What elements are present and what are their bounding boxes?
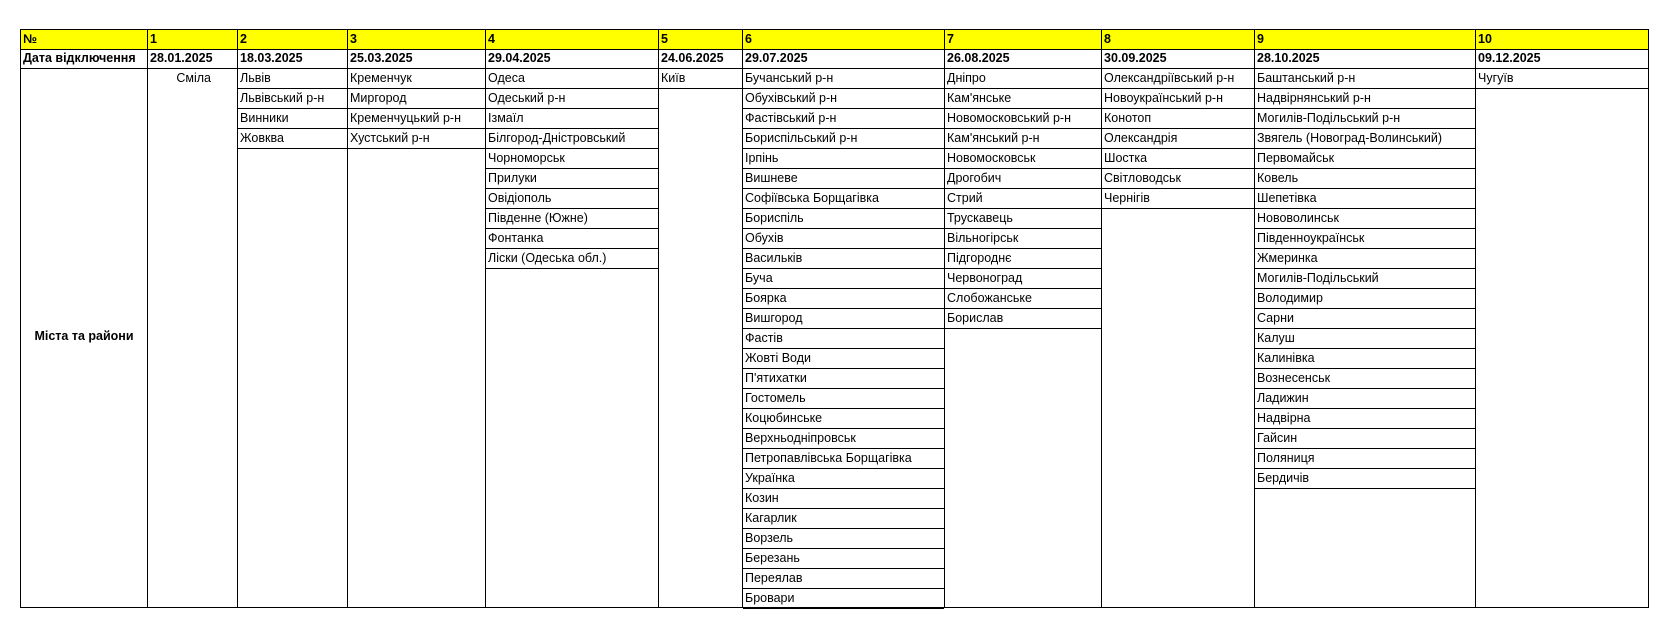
city-cell[interactable]: Червоноград <box>945 269 1101 289</box>
date-cell-3[interactable]: 25.03.2025 <box>347 49 485 68</box>
city-cell[interactable]: Бориспіль <box>743 209 944 229</box>
city-cell[interactable]: Березань <box>743 549 944 569</box>
city-cell[interactable]: Білгород-Дністровський <box>486 129 658 149</box>
city-cell[interactable]: Сміла <box>176 71 211 85</box>
city-cell[interactable]: Петропавлівська Борщагівка <box>743 449 944 469</box>
city-cell[interactable]: Шостка <box>1102 149 1254 169</box>
date-cell-10[interactable]: 09.12.2025 <box>1475 49 1649 68</box>
city-cell[interactable]: Ірпінь <box>743 149 944 169</box>
city-cell[interactable]: Чернігів <box>1102 189 1254 209</box>
city-cell[interactable]: Буча <box>743 269 944 289</box>
city-cell[interactable]: Ізмаїл <box>486 109 658 129</box>
header-cell-4[interactable]: 4 <box>485 30 658 49</box>
header-cell-2[interactable]: 2 <box>237 30 347 49</box>
city-cell[interactable]: Борислав <box>945 309 1101 329</box>
city-cell[interactable]: Володимир <box>1255 289 1475 309</box>
city-cell[interactable]: П'ятихатки <box>743 369 944 389</box>
date-row <box>20 49 1649 69</box>
column-5 <box>658 69 742 608</box>
date-cell-9[interactable]: 28.10.2025 <box>1254 49 1475 68</box>
city-cell[interactable]: Обухівський р-н <box>743 89 944 109</box>
column-7 <box>944 69 1101 608</box>
city-cell[interactable]: Чорноморськ <box>486 149 658 169</box>
city-cell[interactable]: Могилів-Подільський <box>1255 269 1475 289</box>
city-cell[interactable]: Ковель <box>1255 169 1475 189</box>
city-cell[interactable]: Українка <box>743 469 944 489</box>
city-cell[interactable]: Підгороднє <box>945 249 1101 269</box>
city-cell[interactable]: Переялав <box>743 569 944 589</box>
city-cell[interactable]: Надвірна <box>1255 409 1475 429</box>
header-cell-6[interactable]: 6 <box>742 30 944 49</box>
city-cell[interactable]: Бровари <box>743 589 944 609</box>
city-cell[interactable]: Баштанський р-н <box>1255 69 1475 89</box>
city-cell[interactable]: Дніпро <box>945 69 1101 89</box>
city-cell[interactable]: Фастів <box>743 329 944 349</box>
city-cell[interactable]: Південне (Южне) <box>486 209 658 229</box>
date-cell-label[interactable]: Дата відключення <box>20 49 147 68</box>
column-4 <box>485 69 658 608</box>
city-cell[interactable]: Кагарлик <box>743 509 944 529</box>
city-cell[interactable]: Ладижин <box>1255 389 1475 409</box>
city-cell[interactable]: Нововолинськ <box>1255 209 1475 229</box>
city-cell[interactable]: Конотоп <box>1102 109 1254 129</box>
city-cell[interactable]: Надвірнянський р-н <box>1255 89 1475 109</box>
city-cell[interactable]: Боярка <box>743 289 944 309</box>
city-cell[interactable]: Львівський р-н <box>238 89 347 109</box>
header-cell-5[interactable]: 5 <box>658 30 742 49</box>
date-cell-5[interactable]: 24.06.2025 <box>658 49 742 68</box>
city-cell[interactable]: Звягель (Новоград-Волинський) <box>1255 129 1475 149</box>
city-cell[interactable]: Жовті Води <box>743 349 944 369</box>
date-cell-6[interactable]: 29.07.2025 <box>742 49 944 68</box>
city-cell[interactable]: Овідіополь <box>486 189 658 209</box>
city-cell[interactable]: Миргород <box>348 89 485 109</box>
city-cell[interactable]: Львів <box>238 69 347 89</box>
city-cell[interactable]: Верхньодніпровськ <box>743 429 944 449</box>
city-cell[interactable]: Вишгород <box>743 309 944 329</box>
city-cell[interactable]: Сарни <box>1255 309 1475 329</box>
column-9 <box>1254 69 1475 608</box>
city-cell[interactable]: Коцюбинське <box>743 409 944 429</box>
header-cell-8[interactable]: 8 <box>1101 30 1254 49</box>
city-cell[interactable]: Олександріївський р-н <box>1102 69 1254 89</box>
city-cell[interactable]: Жовква <box>238 129 347 149</box>
city-cell[interactable]: Софіївська Борщагівка <box>743 189 944 209</box>
header-cell-1[interactable]: 1 <box>147 30 237 49</box>
city-cell[interactable]: Прилуки <box>486 169 658 189</box>
city-cell[interactable]: Одеса <box>486 69 658 89</box>
date-cell-2[interactable]: 18.03.2025 <box>237 49 347 68</box>
date-cell-8[interactable]: 30.09.2025 <box>1101 49 1254 68</box>
city-cell[interactable]: Калинівка <box>1255 349 1475 369</box>
city-cell[interactable]: Новомосковськ <box>945 149 1101 169</box>
city-cell[interactable]: Кременчуцький р-н <box>348 109 485 129</box>
city-cell[interactable]: Поляниця <box>1255 449 1475 469</box>
header-cell-7[interactable]: 7 <box>944 30 1101 49</box>
city-cell[interactable]: Кременчук <box>348 69 485 89</box>
column-1 <box>147 69 237 608</box>
city-cell[interactable]: Винники <box>238 109 347 129</box>
city-cell[interactable]: Фонтанка <box>486 229 658 249</box>
city-cell[interactable]: Новоукраїнський р-н <box>1102 89 1254 109</box>
city-cell[interactable]: Козин <box>743 489 944 509</box>
city-cell[interactable]: Могилів-Подільський р-н <box>1255 109 1475 129</box>
city-cell[interactable]: Хустський р-н <box>348 129 485 149</box>
city-cell[interactable]: Слобожанське <box>945 289 1101 309</box>
city-cell[interactable]: Олександрія <box>1102 129 1254 149</box>
city-cell[interactable]: Васильків <box>743 249 944 269</box>
city-cell[interactable]: Кам'янський р-н <box>945 129 1101 149</box>
column-2 <box>237 69 347 608</box>
city-cell[interactable]: Ліски (Одеська обл.) <box>486 249 658 269</box>
city-cell[interactable]: Київ <box>659 69 742 89</box>
city-cell[interactable]: Світловодськ <box>1102 169 1254 189</box>
city-cell[interactable]: Калуш <box>1255 329 1475 349</box>
header-cell-10[interactable]: 10 <box>1475 30 1649 49</box>
date-cell-1[interactable]: 28.01.2025 <box>147 49 237 68</box>
city-cell[interactable]: Ворзель <box>743 529 944 549</box>
column-3 <box>347 69 485 608</box>
row-label-cities[interactable]: Міста та райони <box>34 329 134 343</box>
city-cell[interactable]: Чугуїв <box>1476 69 1648 89</box>
city-cell[interactable]: Бучанський р-н <box>743 69 944 89</box>
city-cell[interactable]: Південноукраїнськ <box>1255 229 1475 249</box>
city-cell[interactable]: Гайсин <box>1255 429 1475 449</box>
city-cell[interactable]: Шепетівка <box>1255 189 1475 209</box>
city-cell[interactable]: Гостомель <box>743 389 944 409</box>
city-cell[interactable]: Жмеринка <box>1255 249 1475 269</box>
city-cell[interactable]: Трускавець <box>945 209 1101 229</box>
column-8 <box>1101 69 1254 608</box>
city-cell[interactable]: Бориспільський р-н <box>743 129 944 149</box>
city-cell[interactable]: Одеський р-н <box>486 89 658 109</box>
header-cell-label[interactable]: № <box>20 30 147 49</box>
date-cell-7[interactable]: 26.08.2025 <box>944 49 1101 68</box>
city-cell[interactable]: Первомайськ <box>1255 149 1475 169</box>
city-cell[interactable]: Стрий <box>945 189 1101 209</box>
header-cell-9[interactable]: 9 <box>1254 30 1475 49</box>
date-cell-4[interactable]: 29.04.2025 <box>485 49 658 68</box>
table-bottom-border <box>20 607 1649 608</box>
city-cell[interactable]: Вознесенськ <box>1255 369 1475 389</box>
city-cell[interactable]: Бердичів <box>1255 469 1475 489</box>
city-cell[interactable]: Новомосковський р-н <box>945 109 1101 129</box>
city-cell[interactable]: Вільногірськ <box>945 229 1101 249</box>
city-cell[interactable]: Вишневе <box>743 169 944 189</box>
city-cell[interactable]: Обухів <box>743 229 944 249</box>
city-cell[interactable]: Фастівський р-н <box>743 109 944 129</box>
header-row <box>20 29 1649 50</box>
column-10 <box>1475 69 1649 608</box>
city-cell[interactable]: Кам'янське <box>945 89 1101 109</box>
city-cell[interactable]: Дрогобич <box>945 169 1101 189</box>
column-6 <box>742 69 944 608</box>
header-cell-3[interactable]: 3 <box>347 30 485 49</box>
